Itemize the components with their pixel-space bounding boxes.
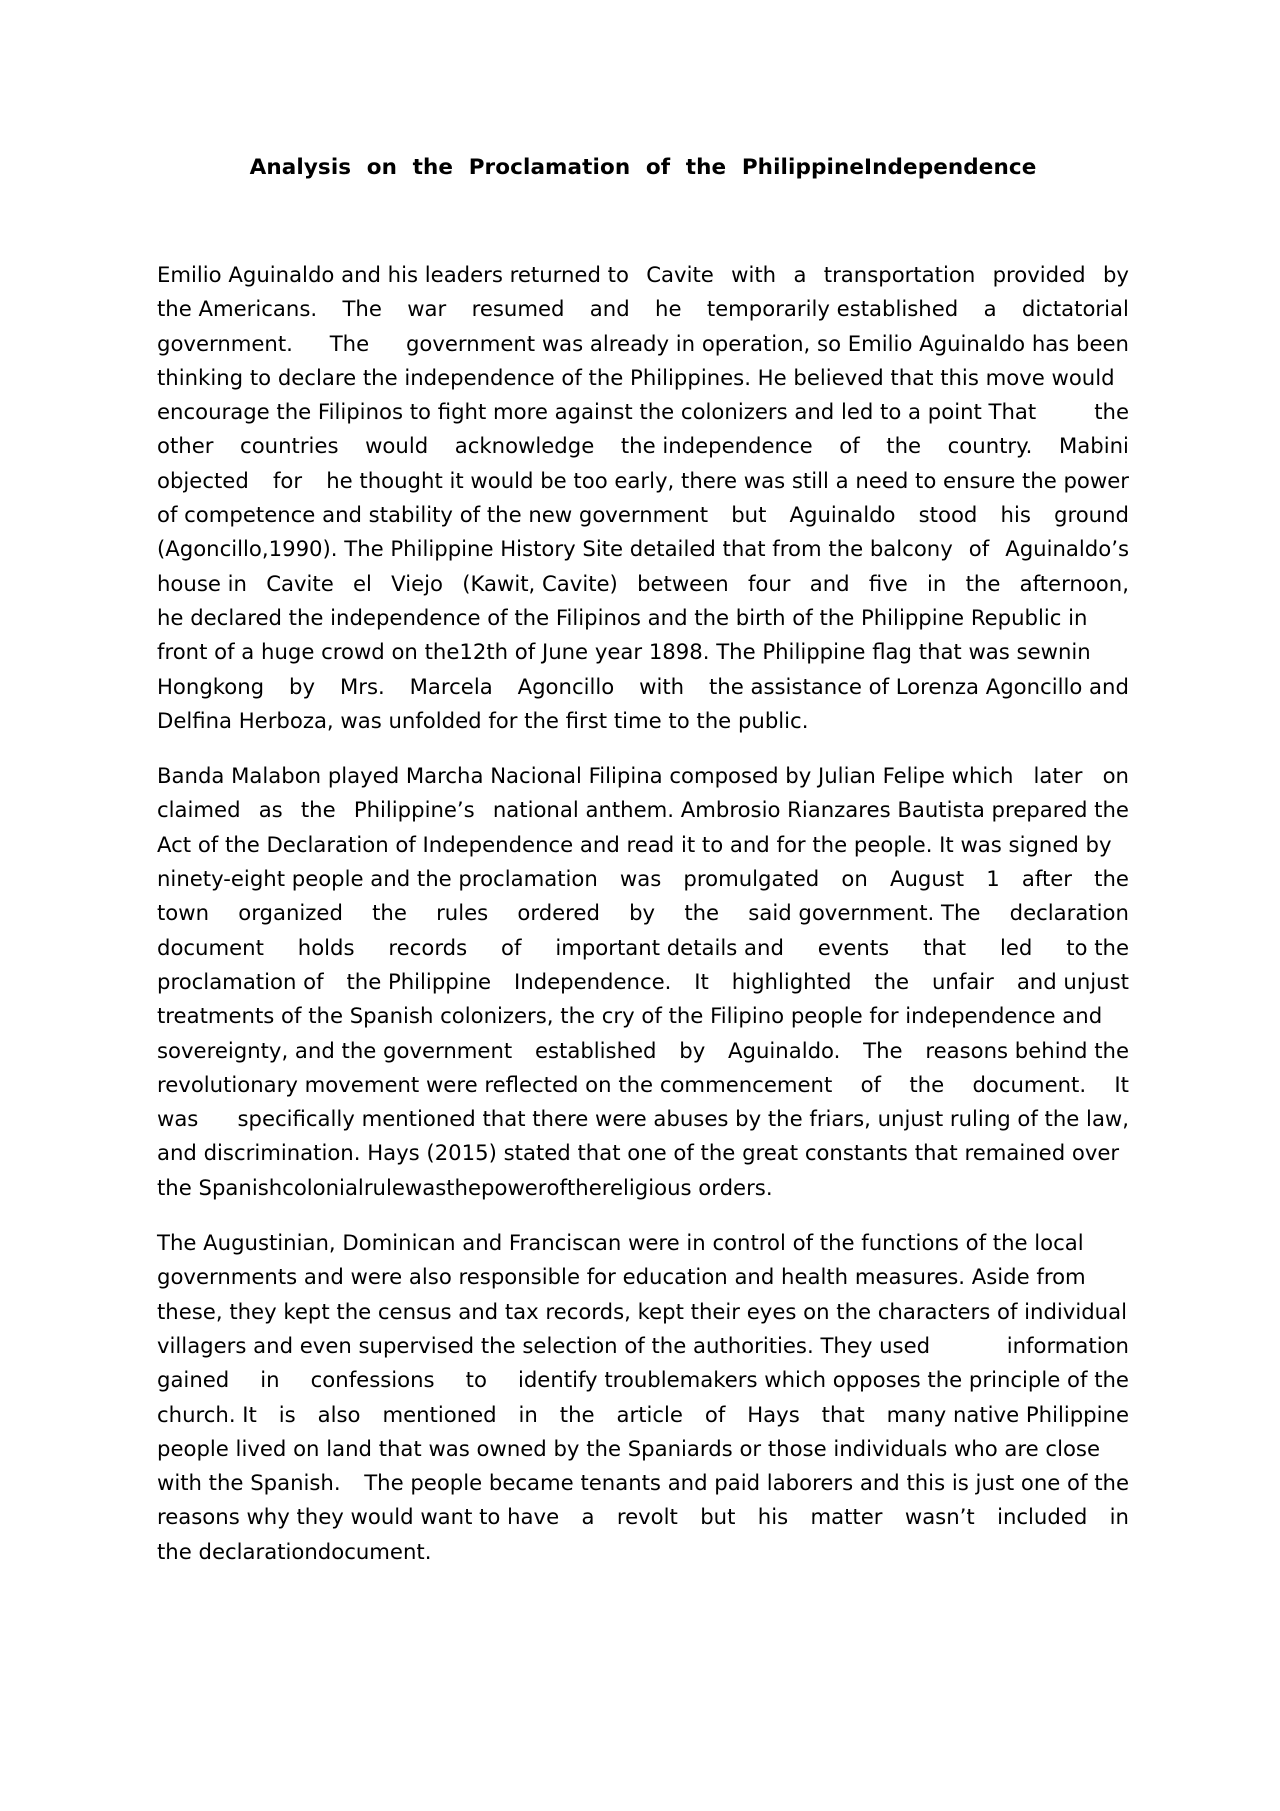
text-run: would (365, 433, 429, 459)
text-run: that (923, 934, 967, 960)
text-run: the (874, 968, 910, 994)
text-line (157, 361, 1129, 395)
text-run: was (404, 1174, 447, 1200)
text-line (157, 464, 1129, 498)
text-run: as (258, 797, 283, 823)
paragraph (157, 759, 1129, 1205)
text-run: It (1114, 1071, 1129, 1097)
text-run: house in (157, 570, 247, 596)
text-run: the (1094, 866, 1129, 892)
text-run: matter (810, 1504, 883, 1530)
text-run: Aguinaldo. (728, 1037, 841, 1063)
text-run: organized (238, 900, 343, 926)
text-run: August (889, 866, 965, 892)
text-run: the (372, 900, 407, 926)
text-run: is (278, 1401, 296, 1427)
text-run: revolt (616, 1504, 678, 1530)
text-run: established (534, 1037, 657, 1063)
text-run: article (616, 1401, 683, 1427)
text-run: claimed (157, 797, 241, 823)
text-run: proclamation of (157, 968, 324, 994)
text-run: country. (947, 433, 1033, 459)
text-run: reasons behind the (925, 1037, 1129, 1063)
text-run: led (999, 934, 1033, 960)
text-line (157, 429, 1129, 463)
text-run: rules (436, 900, 489, 926)
text-run: Cavite (266, 570, 334, 596)
text-run: in (260, 1367, 280, 1393)
text-run: his (757, 1504, 789, 1530)
text-run: with (731, 262, 777, 287)
text-line (157, 1535, 1129, 1569)
text-run: the independence (620, 433, 813, 459)
text-run: with (639, 673, 685, 699)
text-run: in (518, 1401, 538, 1427)
text-run: important details and (555, 934, 784, 960)
text-run: Cavite (646, 262, 714, 287)
text-line (157, 759, 1129, 793)
text-run: for (272, 467, 303, 493)
text-run: The people became tenants and paid laborers and this is just one of the (364, 1470, 1129, 1496)
text-run: but (700, 1504, 736, 1530)
text-run: people lived on land that was owned by the Spaniards or those individuals who are close (157, 1435, 1100, 1461)
text-run: he thought it would be too early, there was still a need to ensure the power (326, 467, 1129, 493)
text-run: he declared the independence of the Filipinos and the birth of the Philippine Republic in (157, 604, 1088, 630)
text-run: the (886, 433, 922, 459)
text-run: encourage the Filipinos to fight more against the colonizers and led to a point That (157, 399, 1037, 425)
text-line (157, 670, 1129, 704)
text-run: a (581, 1504, 595, 1530)
text-run: villagers and even supervised the selection of the authorities. They used (157, 1332, 931, 1358)
text-line (157, 635, 1129, 669)
text-line (157, 828, 1129, 862)
text-line (157, 327, 1129, 361)
text-line (157, 704, 1129, 738)
text-run: of (968, 536, 990, 562)
text-run: of (839, 433, 860, 459)
text-run: The Augustinian, Dominican and Franciscan were in control of the functions of the local (157, 1230, 1084, 1256)
text-line (157, 567, 1129, 601)
text-run: Agoncillo (517, 673, 615, 699)
text-run: also (317, 1401, 361, 1427)
text-run: information (1006, 1332, 1129, 1358)
text-run: afternoon, (1019, 570, 1129, 596)
text-run: on (841, 866, 868, 892)
text-line (157, 999, 1129, 1033)
text-run: gained (157, 1367, 230, 1393)
text-run: his (1000, 502, 1031, 528)
text-run: the Philippine (346, 968, 492, 994)
text-run: was (619, 866, 662, 892)
text-run: other (157, 433, 214, 459)
text-line (157, 1068, 1129, 1102)
text-run: It (694, 968, 709, 994)
text-run: countries (240, 433, 339, 459)
text-run: with the Spanish. (157, 1470, 341, 1496)
text-run: temporarily established (706, 296, 959, 322)
text-run: church. It (157, 1401, 257, 1427)
text-run: a (793, 262, 807, 287)
text-run: said government. The (748, 900, 981, 926)
text-run: treatments of the Spanish colonizers, the cry of the Filipino people for independence and (157, 1003, 1103, 1029)
text-run: included (997, 1504, 1088, 1530)
text-run: Act of the Declaration of Independence and read it to and for the people. It was signed by (157, 831, 1112, 857)
text-run: document. (317, 1538, 432, 1564)
text-run: Banda Malabon played Marcha Nacional Filipina composed by Julian Felipe which (157, 763, 1014, 789)
text-run: by (289, 673, 316, 699)
text-run: stood (918, 502, 978, 528)
text-line (157, 1398, 1129, 1432)
text-run: 1 (986, 866, 1000, 892)
text-run: a (983, 296, 997, 322)
text-run: ordered (517, 900, 600, 926)
text-line (157, 1329, 1129, 1363)
text-run: many native Philippine (886, 1401, 1129, 1427)
text-run: the Americans. (157, 296, 318, 322)
text-run: the (559, 1401, 595, 1427)
text-line (157, 1466, 1129, 1500)
text-run: he (655, 296, 682, 322)
text-run: four (747, 570, 791, 596)
text-run: identify troublemakers which opposes the principle of the (517, 1367, 1129, 1393)
text-run: resumed (471, 296, 565, 322)
text-run: thinking to declare the independence of the Philippines. He believed that this move would (157, 364, 1115, 390)
text-run: Hays (747, 1401, 800, 1427)
text-line (157, 1102, 1129, 1136)
text-run: was (157, 1106, 199, 1132)
text-run: and discrimination. Hays (2015) stated that one of the great constants that remained over (157, 1140, 1120, 1166)
text-line (157, 1432, 1129, 1466)
text-run: and (589, 296, 630, 322)
text-run: records (388, 934, 468, 960)
text-run: power (481, 1174, 547, 1200)
text-run: acknowledge (454, 433, 595, 459)
text-run: mentioned (382, 1401, 497, 1427)
text-run: reasons why they would want to have (157, 1504, 560, 1530)
text-run: government. (157, 330, 293, 356)
text-line (157, 532, 1129, 566)
text-run: transportation (823, 262, 976, 287)
text-run: dictatorial (1021, 296, 1129, 322)
text-run: and unjust (1016, 968, 1129, 994)
text-run: of (501, 934, 522, 960)
text-run: these, they kept the census and tax records, kept their eyes on the characters of individual (157, 1298, 1127, 1324)
text-run: and (809, 570, 850, 596)
text-line (157, 258, 1129, 292)
text-run: Emilio Aguinaldo and his leaders returned to (157, 262, 629, 287)
text-run: el (353, 570, 372, 596)
text-run: to the (1066, 934, 1129, 960)
text-line (157, 395, 1129, 429)
document-body (157, 258, 1129, 1569)
text-line (157, 1260, 1129, 1294)
text-run: of competence and stability of the new government (157, 502, 709, 528)
text-run: on (1102, 763, 1129, 789)
text-run: after (1021, 866, 1072, 892)
text-run: that (821, 1401, 865, 1427)
text-line (157, 931, 1129, 965)
text-run: the (684, 900, 720, 926)
text-run: the declaration (157, 1538, 318, 1564)
text-run: Aguinaldo (789, 502, 896, 528)
text-run: colonial (282, 1174, 364, 1200)
text-run: revolutionary movement were reflected on the commencement (157, 1071, 833, 1097)
text-run: declaration (1009, 900, 1129, 926)
text-run: of (704, 1401, 726, 1427)
page-title: Analysis on the Proclamation of the PhilippineIndependence (249, 155, 1037, 180)
text-run: ninety-eight people and the proclamation (157, 866, 598, 892)
text-run: front of a huge crowd on the12th of June year 1898. The Philippine flag that was sewnin (157, 639, 1091, 665)
text-run: by (679, 1037, 706, 1063)
text-run: confessions (310, 1367, 435, 1393)
text-line (157, 1171, 1129, 1205)
text-run: later (1033, 763, 1083, 789)
text-run: Philippine’s (353, 797, 475, 823)
text-run: rule (363, 1174, 405, 1200)
text-run: (Kawit, Cavite) (462, 570, 618, 596)
text-run: by (629, 900, 656, 926)
text-run: five (868, 570, 908, 596)
text-run: national anthem. Ambrosio Rianzares Bautista prepared the (492, 797, 1129, 823)
text-run: The (342, 296, 382, 322)
text-run: war (407, 296, 447, 322)
text-run: Mrs. (339, 673, 385, 699)
text-line (157, 498, 1129, 532)
text-line (157, 965, 1129, 999)
text-run: but (731, 502, 767, 528)
text-line (157, 1363, 1129, 1397)
text-run: by (1102, 262, 1129, 287)
text-line (157, 292, 1129, 326)
text-run: promulgated (683, 866, 820, 892)
text-run: in (927, 570, 947, 596)
text-run: governments and were also responsible for education and health measures. Aside from (157, 1264, 1086, 1290)
text-run: The (329, 330, 370, 356)
text-run: unfair (932, 968, 994, 994)
text-run: document (157, 934, 264, 960)
text-run: the (909, 1071, 945, 1097)
text-run: in (1109, 1504, 1129, 1530)
text-run: Aguinaldo’s (1005, 536, 1129, 562)
paragraph (157, 1226, 1129, 1569)
text-line (157, 1136, 1129, 1170)
text-run: town (157, 900, 210, 926)
text-run: sovereignty, and the government (157, 1037, 513, 1063)
text-run: Mabini (1059, 433, 1129, 459)
text-run: (Agoncillo,1990). The Philippine History Site detailed that from the balcony (157, 536, 953, 562)
text-run: The (863, 1037, 903, 1063)
text-run: objected (157, 467, 249, 493)
text-run: events (817, 934, 890, 960)
text-run: holds (297, 934, 355, 960)
text-line (157, 1034, 1129, 1068)
text-run: religious orders. (601, 1174, 773, 1200)
text-run: of (860, 1071, 882, 1097)
text-line (157, 1226, 1129, 1260)
text-run: highlighted (731, 968, 852, 994)
text-run: between (637, 570, 729, 596)
text-run: the (1094, 399, 1129, 425)
paragraph (157, 258, 1129, 738)
text-line (157, 793, 1129, 827)
text-line (157, 1500, 1129, 1534)
text-run: wasn’t (904, 1504, 975, 1530)
text-run: Delfina Herboza, was unfolded for the first time to the public. (157, 707, 809, 733)
text-run: the Spanish (157, 1174, 283, 1200)
text-line (157, 601, 1129, 635)
text-run: the (300, 797, 336, 823)
text-run: document. (972, 1071, 1087, 1097)
text-run: the (566, 1174, 602, 1200)
text-line (157, 862, 1129, 896)
text-run: Viejo (391, 570, 443, 596)
text-run: of (546, 1174, 567, 1200)
text-line (157, 896, 1129, 930)
text-line (157, 1295, 1129, 1329)
text-run: Marcela (409, 673, 493, 699)
text-run: provided (992, 262, 1086, 287)
text-run: to (465, 1367, 487, 1393)
text-run: the (965, 570, 1001, 596)
text-run: ground (1054, 502, 1129, 528)
text-run: Hongkong (157, 673, 265, 699)
text-run: specifically mentioned that there were abuses by the friars, unjust ruling of the law, (237, 1106, 1129, 1132)
text-run: the assistance of Lorenza Agoncillo and (708, 673, 1129, 699)
text-run: the (446, 1174, 482, 1200)
text-run: government was already in operation, so Emilio Aguinaldo has been (405, 330, 1129, 356)
text-run: Independence. (513, 968, 672, 994)
